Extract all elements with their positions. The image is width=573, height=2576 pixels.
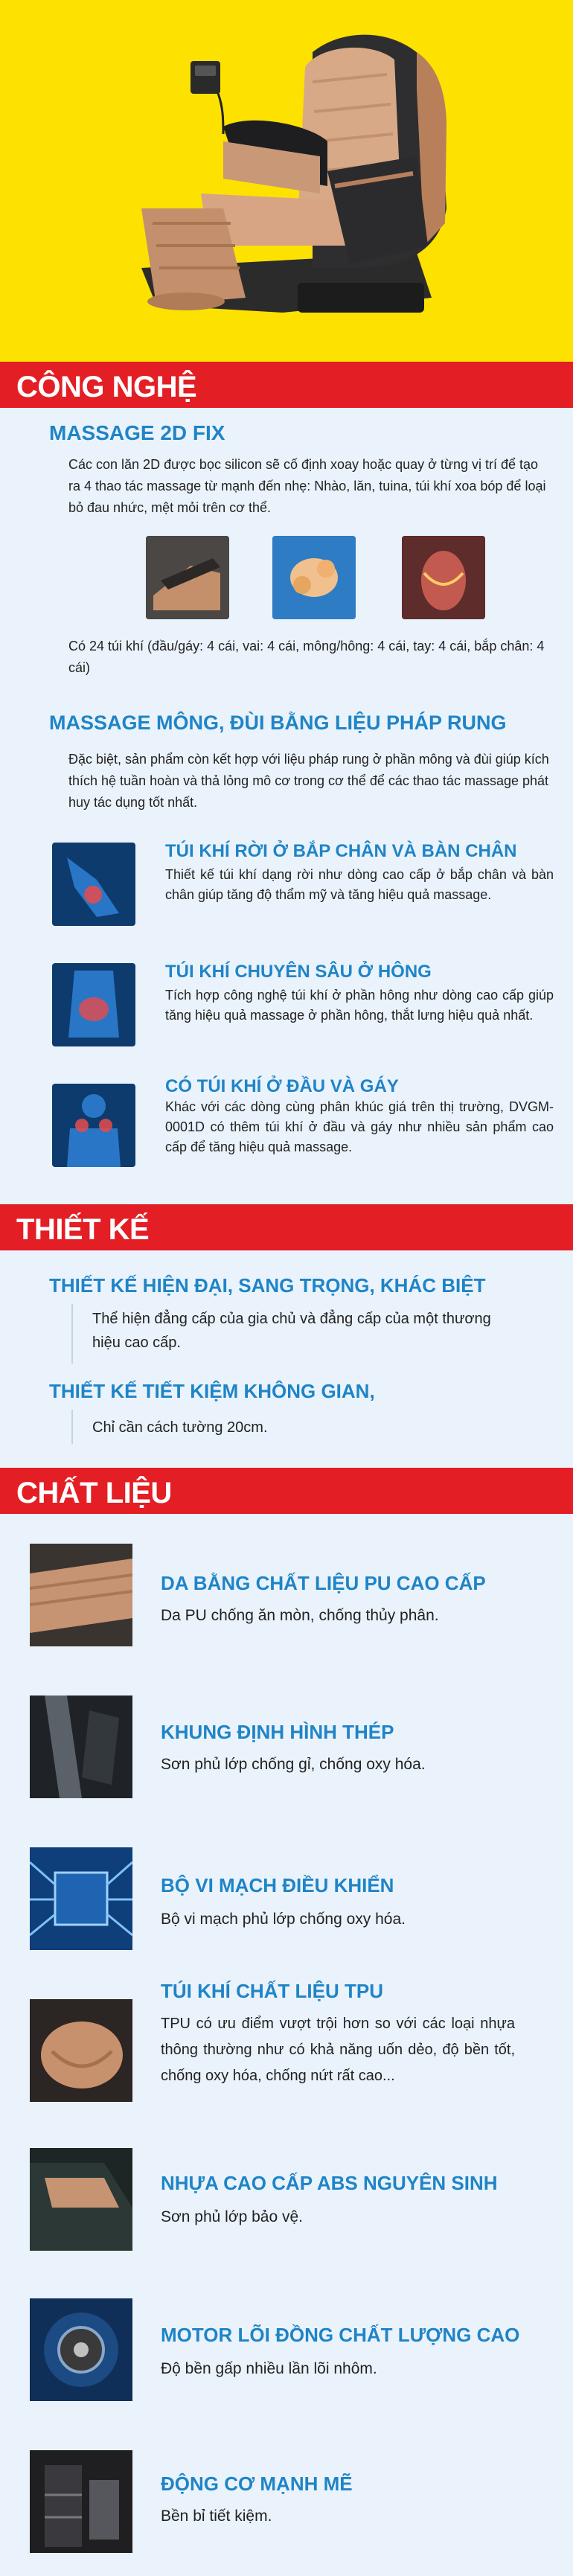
feature-desc: Tích hợp công nghệ túi khí ở phần hông như dòng cao cấp giúp tăng hiệu quả massage ở phần hông, thắt lưng hiệu quả nhất. <box>165 988 554 1023</box>
section-header-material <box>0 1468 573 1514</box>
material-title: TÚI KHÍ CHẤT LIỆU TPU <box>161 1980 383 2002</box>
design-space-desc: Chỉ cần cách tường 20cm. <box>92 1419 268 1436</box>
thumb-body-image <box>402 536 485 619</box>
material-tpu-airbag-image <box>30 1999 132 2102</box>
material-abs-plastic-image <box>30 2148 132 2251</box>
material-desc: Bền bỉ tiết kiệm. <box>161 2508 272 2525</box>
material-title: KHUNG ĐỊNH HÌNH THÉP <box>161 1721 394 1743</box>
material-steel-frame-image <box>30 1696 132 1798</box>
feature-title: TÚI KHÍ RỜI Ở BẮP CHÂN VÀ BÀN CHÂN <box>165 841 517 861</box>
material-desc: Bộ vi mạch phủ lớp chống oxy hóa. <box>161 1911 406 1928</box>
hip-massage-desc: Đặc biệt, sản phẩm còn kết hợp với liệu pháp rung ở phần mông và đùi giúp kích thích hệ tuần hoàn và thả lỏng mô cơ trong cơ thể để các thao tác massage phát huy tác dụng tốt nhất. <box>68 752 549 810</box>
feature-leg-airbag-image <box>52 843 135 926</box>
feature-head-airbag-image <box>52 1084 135 1167</box>
material-pu-leather-image <box>30 1544 132 1646</box>
airbags-count: Có 24 túi khí (đầu/gáy: 4 cái, vai: 4 cái, mông/hông: 4 cái, tay: 4 cái, bắp chân: 4 cái) <box>68 639 545 675</box>
design-modern-title: THIẾT KẾ HIỆN ĐẠI, SANG TRỌNG, KHÁC BIỆT <box>49 1274 486 1297</box>
section-title: CHẤT LIỆU <box>16 1477 172 1509</box>
massage-2d-desc: Các con lăn 2D được bọc silicon sẽ cố định xoay hoặc quay ở từng vị trí để tạo ra 4 thao tác massage từ mạnh đến nhẹ: Nhào, lăn, tuina, túi khí xoa bóp để loại bỏ đau nhức, mệt mỏi trên cơ thể. <box>68 457 546 515</box>
material-title: BỘ VI MẠCH ĐIỀU KHIỂN <box>161 1874 394 1896</box>
material-desc: Sơn phủ lớp bảo vệ. <box>161 2208 303 2225</box>
material-desc: Sơn phủ lớp chống gỉ, chống oxy hóa. <box>161 1756 426 1773</box>
feature-title: CÓ TÚI KHÍ Ở ĐẦU VÀ GÁY <box>165 1076 399 1096</box>
material-title: DA BẰNG CHẤT LIỆU PU CAO CẤP <box>161 1572 486 1594</box>
material-title: NHỰA CAO CẤP ABS NGUYÊN SINH <box>161 2172 498 2194</box>
thumb-rollers-image <box>146 536 229 619</box>
feature-desc: Thiết kế túi khí dạng rời như dòng cao cấp ở bắp chân và bàn chân giúp tăng độ thẩm mỹ và tăng hiệu quả massage. <box>165 867 554 902</box>
massage-chair-image <box>0 0 573 362</box>
material-title: MOTOR LÕI ĐỒNG CHẤT LƯỢNG CAO <box>161 2324 520 2346</box>
thumb-hands-image <box>272 536 356 619</box>
quote-bar <box>71 1304 73 1364</box>
section-title: THIẾT KẾ <box>16 1213 150 1246</box>
massage-2d-title: MASSAGE 2D FIX <box>49 421 225 444</box>
hip-massage-title: MASSAGE MÔNG, ĐÙI BẰNG LIỆU PHÁP RUNG <box>49 712 507 734</box>
section-header-design <box>0 1204 573 1250</box>
feature-hip-airbag-image <box>52 963 135 1046</box>
section-title: CÔNG NGHỆ <box>16 371 197 403</box>
material-copper-motor-image <box>30 2298 132 2401</box>
section-header-technology <box>0 362 573 408</box>
material-circuit-image <box>30 1847 132 1950</box>
design-space-title: THIẾT KẾ TIẾT KIỆM KHÔNG GIAN, <box>49 1380 375 1402</box>
feature-title: TÚI KHÍ CHUYÊN SÂU Ở HÔNG <box>165 962 432 982</box>
material-desc: Độ bền gấp nhiều lần lõi nhôm. <box>161 2360 377 2377</box>
quote-bar <box>71 1410 73 1444</box>
material-desc: TPU có ưu điểm vượt trội hơn so với các loại nhựa thông thường như có khả năng uốn dẻo, độ bền tốt, chống oxy hóa, chống nứt rất cao... <box>161 2016 515 2084</box>
material-engine-image <box>30 2450 132 2553</box>
feature-desc: Khác với các dòng cùng phân khúc giá trên thị trường, DVGM-0001D có thêm túi khí ở đầu và gáy như nhiều sản phẩm cao cấp để tăng hiệu quả massage. <box>165 1099 554 1154</box>
design-modern-desc: Thể hiện đẳng cấp của gia chủ và đẳng cấp của một thương hiệu cao cấp. <box>92 1311 491 1351</box>
material-desc: Da PU chống ăn mòn, chống thủy phân. <box>161 1607 439 1624</box>
material-title: ĐỘNG CƠ MẠNH MẼ <box>161 2473 353 2495</box>
hero-banner <box>0 0 573 362</box>
